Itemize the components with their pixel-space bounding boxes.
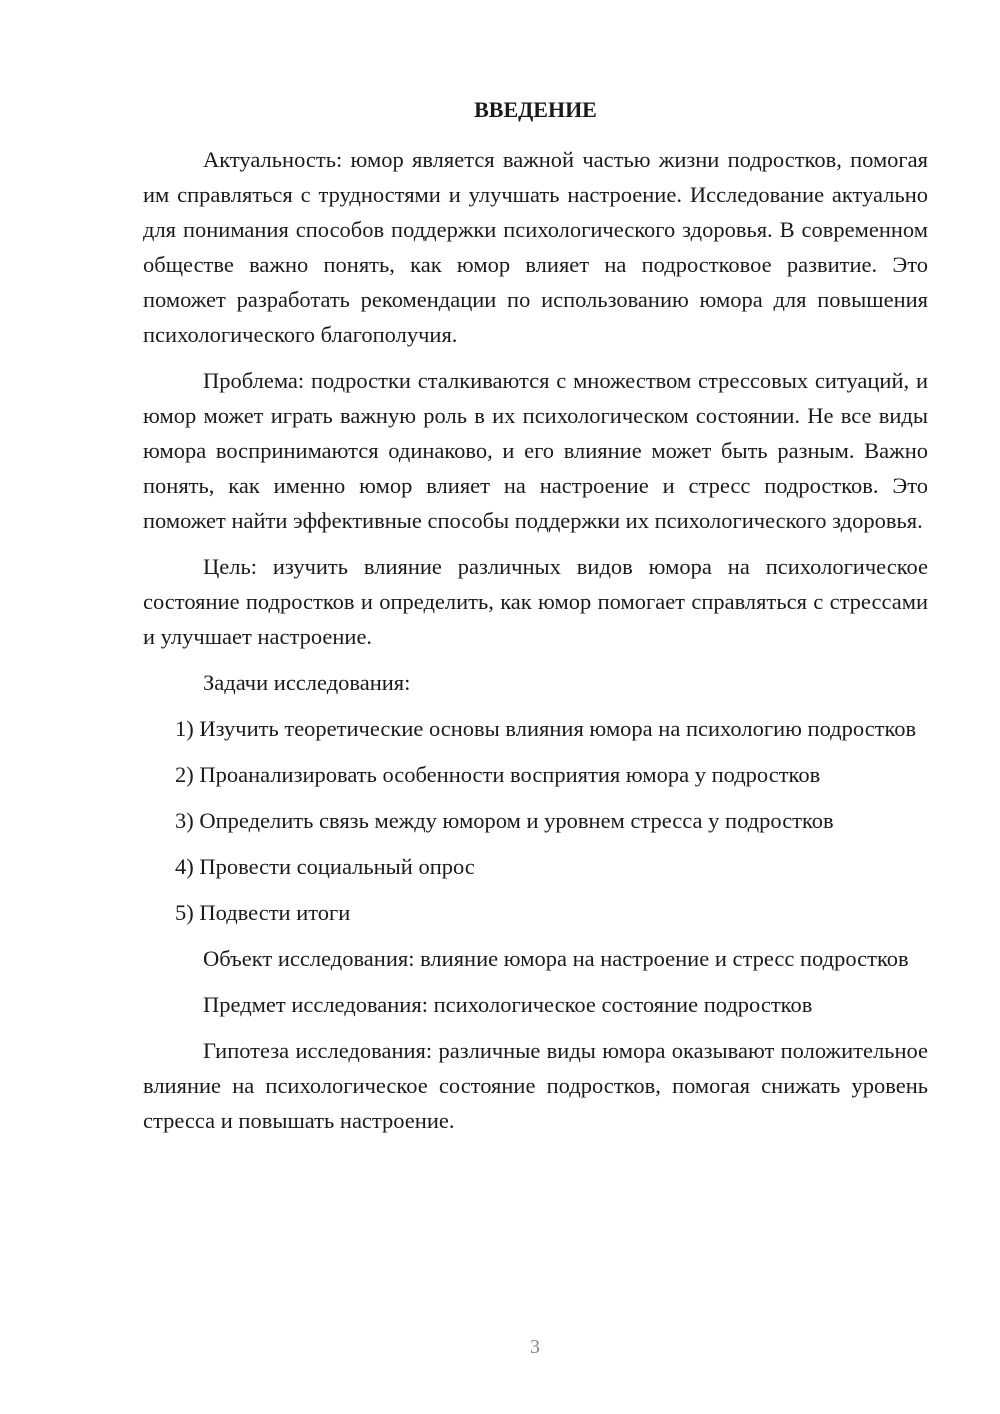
task-item: 4) Провести социальный опрос bbox=[175, 854, 475, 879]
paragraph-problem: Проблема: подростки сталкиваются с множеством стрессовых ситуаций, и юмор может играть важную роль в их психологическом состоянии. Не все виды юмора воспринимаются одинаково, и его влияние может быть разным. Важно понять, как именно юмор влияет на настроение и стресс подростков. Это поможет найти эффективные способы поддержки их психологического здоровья. bbox=[143, 368, 928, 533]
paragraph-tasks-heading: Задачи исследования: bbox=[203, 670, 411, 695]
document-body bbox=[143, 142, 928, 1138]
task-item: 5) Подвести итоги bbox=[175, 900, 351, 925]
task-item: 2) Проанализировать особенности восприятия юмора у подростков bbox=[175, 762, 821, 787]
paragraph-goal: Цель: изучить влияние различных видов юмора на психологическое состояние подростков и определить, как юмор помогает справляться с стрессами и улучшает настроение. bbox=[143, 554, 928, 649]
paragraph-hypothesis: Гипотеза исследования: различные виды юмора оказывают положительное влияние на психологическое состояние подростков, помогая снижать уровень стресса и повышать настроение. bbox=[143, 1038, 928, 1133]
paragraph-subject: Предмет исследования: психологическое состояние подростков bbox=[203, 992, 813, 1017]
paragraph-object: Объект исследования: влияние юмора на настроение и стресс подростков bbox=[203, 946, 909, 971]
paragraph-relevance: Актуальность: юмор является важной частью жизни подростков, помогая им справляться с трудностями и улучшать настроение. Исследование актуально для понимания способов поддержки психологического здоровья. В современном обществе важно понять, как юмор влияет на подростковое развитие. Это поможет разработать рекомендации по использованию юмора для повышения психологического благополучия. bbox=[143, 147, 928, 347]
task-item: 3) Определить связь между юмором и уровнем стресса у подростков bbox=[175, 808, 834, 833]
task-item: 1) Изучить теоретические основы влияния юмора на психологию подростков bbox=[175, 716, 917, 741]
page-title: ВВЕДЕНИЕ bbox=[474, 97, 597, 122]
page-number: 3 bbox=[530, 1336, 540, 1358]
